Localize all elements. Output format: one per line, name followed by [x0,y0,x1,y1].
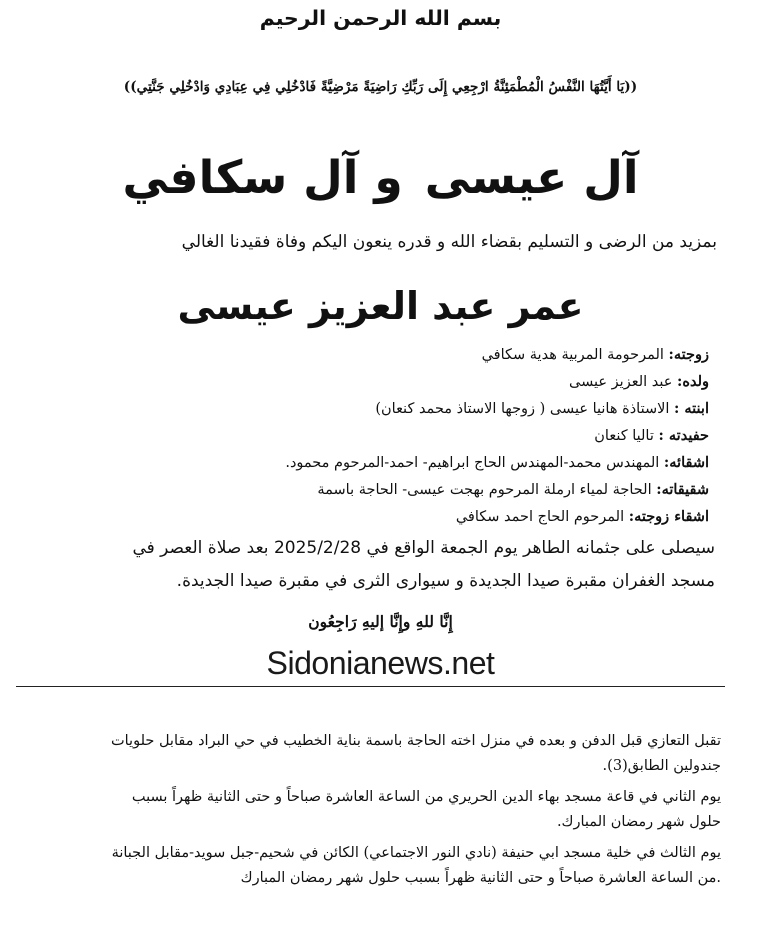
relative-line [482,345,709,365]
relative-label: ولده: [677,373,709,390]
relative-value: المرحومة المربية هدية سكافي [481,347,669,363]
relative-label: حفيدته : [658,427,709,444]
relative-line [317,480,709,500]
relative-line [569,372,709,392]
section-divider [16,686,725,687]
relative-value: عبد العزيز عيسى [569,374,678,390]
condolence-line: تقبل التعازي قبل الدفن و بعده في منزل اخته الحاجة باسمة بناية الخطيب في حي البراد مقابل حلويات [110,733,721,749]
condolence-line: .من الساعة العاشرة صباحاً و حتى الثانية ظهراً بسبب حلول شهر رمضان المبارك [240,870,721,886]
condolence-line: جندولين الطابق(3). [602,758,721,774]
relative-label: اشقاء زوجته: [628,508,709,525]
condolence-line: يوم الثاني في قاعة مسجد بهاء الدين الحريري من الساعة العاشرة صباحاً و حتى الثانية ظهراً بسبب [131,789,721,805]
quran-verse: ((يَا أَيَّتُهَا النَّفْسُ الْمُطْمَئِنَّةُ ارْجِعِي إِلَى رَبِّكِ رَاضِيَةً مَرْضِيَّةً فَادْخُلِي فِي عِبَادِي وَادْخُلِي جَنَّتِي)) [123,79,638,95]
family-two-name: و آل سكافي [122,151,403,204]
relative-value: المهندس محمد-المهندس الحاج ابراهيم- احمد-المرحوم محمود. [285,455,664,471]
funeral-line: سيصلى على جثمانه الطاهر يوم الجمعة الواقع في 2025/2/28 بعد صلاة العصر في [132,538,715,558]
condolence-line: حلول شهر رمضان المبارك. [556,814,721,830]
relative-line [594,426,709,446]
watermark-text: Sidonianews.net [266,645,495,681]
relative-value: الحاجة لمياء ارملة المرحوم بهجت عيسى- الحاجة باسمة [317,482,657,498]
relative-line [456,507,709,527]
relative-line [285,453,709,473]
deceased-name: عمر عبد العزيز عيسى [177,284,584,328]
relative-label: ابنته : [674,400,709,417]
funeral-line: مسجد الغفران مقبرة صيدا الجديدة و سيوارى الثرى في مقبرة صيدا الجديدة. [176,571,715,591]
condolence-line: يوم الثالث في خلية مسجد ابي حنيفة (نادي النور الاجتماعي) الكائن في شحيم-جبل سويد-مقابل الجبانة [111,845,721,861]
relative-value: تاليا كنعان [594,428,659,444]
relative-label: زوجته: [668,346,709,363]
relative-value: الاستاذة هانيا عيسى ( زوجها الاستاذ محمد كنعان) [375,401,674,417]
family-one-name: آل عيسى [424,151,639,204]
families-title [0,148,761,208]
relative-line [375,399,709,419]
basmala-heading: بسم الله الرحمن الرحيم [259,6,502,30]
relative-label: شقيقاته: [656,481,709,498]
closing-phrase: إِنَّا للهِ وإِنَّا إليهِ رَاجِعُون [308,612,453,631]
relative-value: المرحوم الحاج احمد سكافي [455,509,629,525]
announcement-text: بمزيد من الرضى و التسليم بقضاء الله و قدره ينعون اليكم وفاة فقيدنا الغالي [181,232,717,252]
relative-label: اشقائه: [663,454,709,471]
